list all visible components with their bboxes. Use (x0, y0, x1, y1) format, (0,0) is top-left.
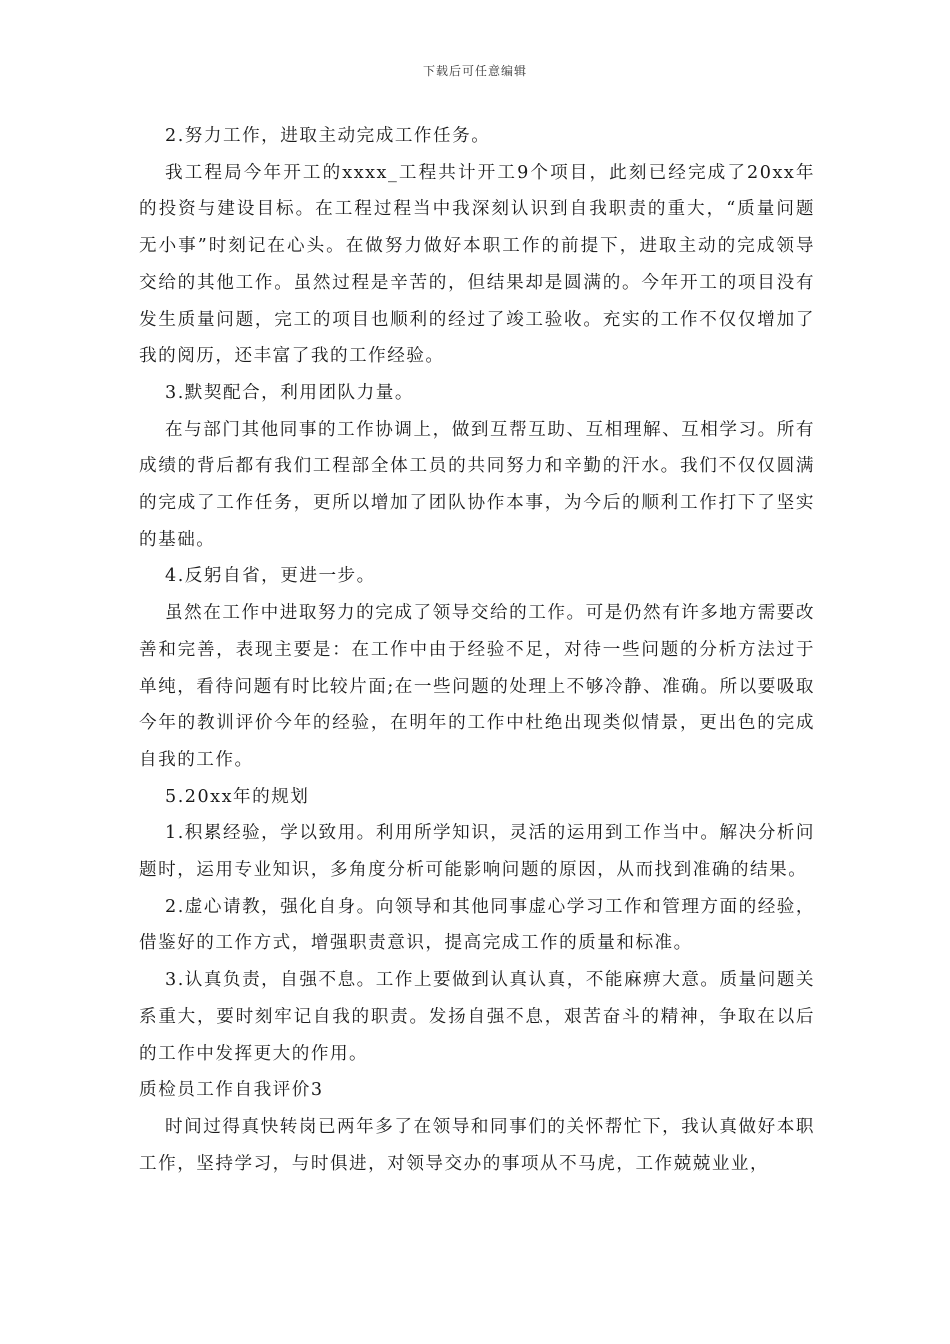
page-header: 下载后可任意编辑 (422, 64, 527, 78)
paragraph: 3.认真负责，自强不息。工作上要做到认真认真，不能麻痹大意。质量问题关系重大，要时刻牢记自我的职责。发扬自强不息，艰苦奋斗的精神，争取在以后的工作中发挥更大的作用。 (139, 970, 815, 1064)
paragraph: 5.20xx年的规划 (165, 786, 310, 807)
paragraph: 3.默契配合，利用团队力量。 (165, 382, 414, 403)
paragraph: 1.积累经验，学以致用。利用所学知识，灵活的运用到工作当中。解决分析问题时，运用专业知识，多角度分析可能影响问题的原因，从而找到准确的结果。 (139, 823, 815, 881)
paragraph: 2.虚心请教，强化自身。向领导和其他同事虚心学习工作和管理方面的经验，借鉴好的工作方式，增强职责意识，提高完成工作的质量和标准。 (139, 896, 815, 954)
section-heading: 质检员工作自我评价3 (139, 1080, 324, 1101)
paragraph: 时间过得真快转岗已两年多了在领导和同事们的关怀帮忙下，我认真做好本职工作，坚持学习，与时俱进，对领导交办的事项从不马虎，工作兢兢业业， (139, 1116, 815, 1174)
paragraph: 在与部门其他同事的工作协调上，做到互帮互助、互相理解、互相学习。所有成绩的背后都有我们工程部全体工员的共同努力和辛勤的汗水。我们不仅仅圆满的完成了工作任务，更所以增加了团队协作本事，为今后的顺利工作打下了坚实的基础。 (139, 419, 815, 550)
paragraph: 4.反躬自省，更进一步。 (165, 566, 376, 587)
paragraph: 虽然在工作中进取努力的完成了领导交给的工作。可是仍然有许多地方需要改善和完善，表现主要是：在工作中由于经验不足，对待一些问题的分析方法过于单纯，看待问题有时比较片面;在一些问题的处理上不够冷静、准确。所以要吸取今年的教训评价今年的经验，在明年的工作中杜绝出现类似情景，更出色的完成自我的工作。 (139, 603, 815, 770)
paragraph: 2.努力工作，进取主动完成工作任务。 (165, 126, 491, 146)
document-body (139, 118, 815, 1182)
paragraph: 我工程局今年开工的xxxx_工程共计开工9个项目，此刻已经完成了20xx年的投资与建设目标。在工程过程当中我深刻认识到自我职责的重大，“质量问题无小事”时刻记在心头。在做努力做好本职工作的前提下，进取主动的完成领导交给的其他工作。虽然过程是辛苦的，但结果却是圆满的。今年开工的项目没有发生质量问题，完工的项目也顺利的经过了竣工验收。充实的工作不仅仅增加了我的阅历，还丰富了我的工作经验。 (139, 162, 815, 367)
